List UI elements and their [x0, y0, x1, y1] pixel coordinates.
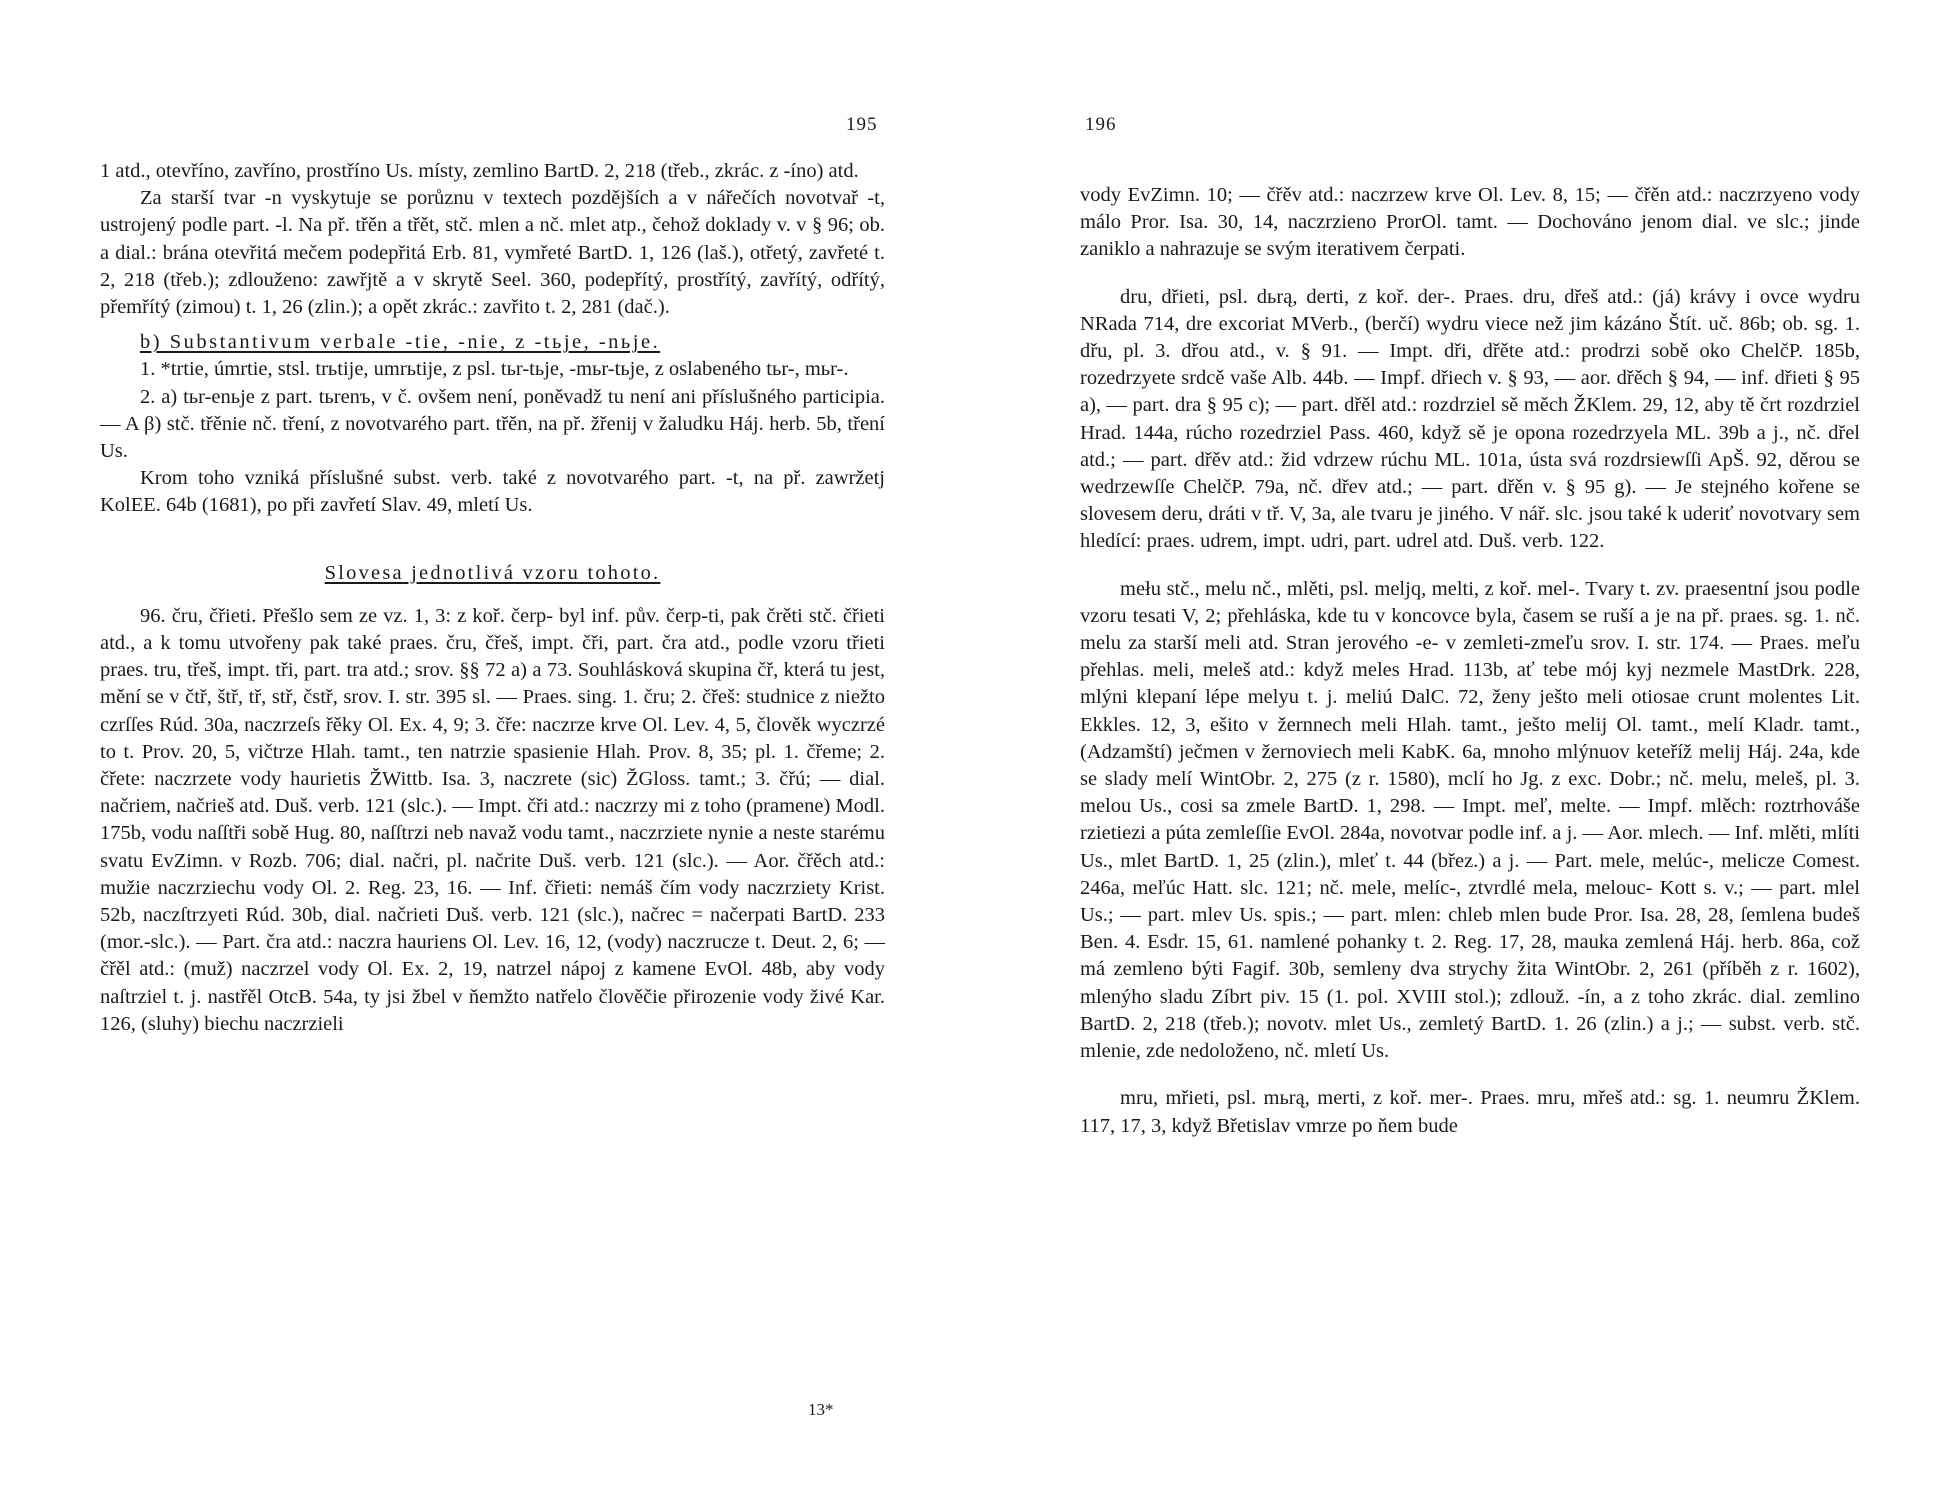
page-number: 195	[846, 114, 878, 135]
right-page-text	[1080, 182, 1860, 1140]
separator-line	[1080, 272, 1860, 274]
paragraph: vody EvZimn. 10; — čřěv atd.: naczrzew krve Ol. Lev. 8, 15; — čřěn atd.: naczrzyeno vody málo Pror. Isa. 30, 14, naczrzieno ProrOl. tamt. — Dochováno jenom dial. ve slc.; jinde zaniklo a nahrazuje se svým iterativem čerpati.	[1080, 184, 1860, 261]
signature-mark: 13*	[808, 1400, 834, 1419]
paragraph: 1 atd., otevříno, zavříno, prostříno Us. místy, zemlino BartD. 2, 218 (třeb., zkrác. z -íno) atd.	[100, 160, 859, 182]
paragraph: 2. a) tьr-enьje z part. tьrenъ, v č. ovšem není, poněvadž tu není ani příslušného participia. — A β) stč. třěnie nč. tření, z novotvarého part. třěn, na př. žřenij v žaludku Háj. herb. 5b, tření Us.	[100, 385, 885, 463]
section-heading: b) Substantivum verbale -tie, -nie, z -tьje, -nьje.	[140, 331, 661, 354]
paragraph: mełu stč., melu nč., mlěti, psl. meljq, melti, z koř. mel-. Tvary t. zv. praesentní jsou podle vzoru tesati V, 2; přehláska, kde tu v koncovce byla, časem se ruší a je na př. praes. sg. 1. nč. melu za starší meli atd. Stran jerového -e- v zemleti-zmeľu srov. I. str. 174. — Praes. meľu přehlas. meli, meleš atd.: když meles Hrad. 113b, ať tebe mój kyj nezmele MastDrk. 228, mlýni klepaní lépe melyu t. j. meliú DalC. 72, ženy ješto meli otiosae crunt molentes Lit. Ekkles. 12, 3, ešito v žernnech meli Hlah. tamt., ješto melij Ol. tamt., melí Kladr. tamt., (Adzamští) ječmen v žernoviech meli KabK. 6a, mnoho mlýnuov keteříž melij Háj. 24a, kde se slady melí WintObr. 2, 275 (z r. 1580), mclí ho Jg. z exc. Dobr.; nč. melu, meleš, pl. 3. melou Us., cosi sa zmele BartD. 1, 298. — Impt. meľ, melte. — Impf. mlěch: roztrhováše rzietiezi a púta zemleſſie EvOl. 284a, novotvar podle inf. a j. — Aor. mlech. — Inf. mlěti, mlíti Us., mlet BartD. 1, 25 (zlin.), mleť t. 44 (břez.) a j. — Part. mele, melúc-, melicze Comest. 246a, meľúc Hatt. slc. 121; nč. mele, melíc-, ztvrdlé mela, melouc- Kott s. v.; — part. mlel Us.; — part. mlev Us. spis.; — part. mlen: chleb mlen bude Pror. Isa. 28, 28, ſemlena budeš Ben. 4. Esdr. 15, 61. namlené pohanky t. 2. Reg. 17, 28, mauka zemlená Háj. herb. 86a, což má zemleno býti Fagif. 30b, semleny dva strychy žita WintObr. 2, 261 (příběh z r. 1602), mlenýho sladu Zíbrt piv. 15 (1. pol. XVIII stol.); zdlouž. -ín, a z toho zkrác. dial. zemlino BartD. 2, 218 (třeb.); novotv. mlet Us., zemletý BartD. 1. 26 (zlin.) a j.; — subst. verb. stč. mlenie, zde nedoloženo, nč. mletí Us.	[1080, 577, 1860, 1063]
left-page	[100, 0, 885, 1500]
separator-line	[1080, 1073, 1860, 1075]
paragraph: Krom toho vzniká příslušné subst. verb. také z novotvarého part. -t, na př. zawržetj KolEE. 64b (1681), po při zavřetí Slav. 49, mletí Us.	[100, 467, 885, 517]
chapter-heading: Slovesa jednotlivá vzoru tohoto.	[324, 561, 661, 584]
right-page	[1080, 0, 1860, 1500]
paragraph: mru, mřieti, psl. mьrą, merti, z koř. mer-. Praes. mru, mřeš atd.: sg. 1. neumru ŽKlem. 117, 17, 3, když Břetislav vmrze po ňem bude	[1080, 1087, 1860, 1137]
separator-line	[1080, 564, 1860, 566]
paragraph: dru, dřieti, psl. dьrą, derti, z koř. der-. Praes. dru, dřeš atd.: (já) krávy i ovce wydru NRada 714, dre excoriat MVerb., (berčí) wydru viece než jim kázáno Štít. uč. 86b; ob. sg. 1. dřu, pl. 3. dřou atd., v. § 91. — Impt. dři, dřěte atd.: prodrzi sobě oko ChelčP. 185b, rozedrzyete srdcě vaše Alb. 44b. — Impf. dřiech v. § 93, — aor. dřěch § 94, — inf. dřieti § 95 a), — part. dra § 95 c); — part. dřěl atd.: rozdrziel sě měch ŽKlem. 29, 12, aby tě črt rozdrziel Hrad. 144a, rúcho rozedrziel Pass. 460, když sě je opona rozedrzyela ML. 39b a j., nč. dřel atd.; — part. dřěv atd.: žid vdrzew rúchu ML. 101a, ústa svá rozdrsiewſſi ApŠ. 92, děrou se wedrzewſſe ChelčP. 79a, nč. dřev atd.; — part. dřěn v. § 95 g). — Je stejného kořene se slovesem deru, dráti v tř. V, 3a, ale tvaru je jiného. V nář. slc. jsou také k uderiť novotvary sem hledící: praes. udrem, impt. udri, part. udrel atd. Duš. verb. 122.	[1080, 285, 1860, 553]
left-page-text	[100, 158, 885, 1038]
page-number: 196	[1085, 114, 1117, 135]
paragraph: 1. *trtie, úmrtie, stsl. trьtije, umrьtije, z psl. tьr-tьje, -mьr-tьje, z oslabeného tьr-, mьr-.	[140, 358, 849, 381]
paragraph: Za starší tvar -n vyskytuje se porůznu v textech pozdějších a v nářečích novotvař -t, ustrojený podle part. -l. Na př. třěn a třět, stč. mlen a nč. mlet atp., čehož doklady v. v § 96; ob. a dial.: brána otevřitá mečem podepřitá Erb. 81, vymřeté BartD. 1, 126 (laš.), otřetý, zavřeté t. 2, 218 (třeb.); zdlouženo: zawřjtě a v skrytě Seel. 360, podepřítý, prostřítý, zavřítý, odřítý, přemřítý (zimou) t. 1, 26 (zlin.); a opět zkrác.: zavřito t. 2, 281 (dač.).	[100, 187, 885, 319]
paragraph: 96. čru, čřieti. Přešlo sem ze vz. 1, 3: z koř. čerp- byl inf. pův. čerp-ti, pak črěti stč. čřieti atd., a k tomu utvořeny pak také praes. čru, čřeš, impt. čři, part. čra atd., podle vzoru třieti praes. tru, třeš, impt. tři, part. tra atd.; srov. §§ 72 a) a 73. Souhlásková skupina čř, která tu jest, mění se v čtř, štř, tř, stř, čstř, srov. I. str. 395 sl. — Praes. sing. 1. čru; 2. čřeš: studnice z niežto czrſſes Rúd. 30a, naczrzeſs řěky Ol. Ex. 4, 9; 3. čře: naczrze krve Ol. Lev. 4, 5, člověk wyczrzé to t. Prov. 20, 5, vičtrze Hlah. tamt., ten natrzie spasienie Hlah. Prov. 8, 35; pl. 1. čřeme; 2. čřete: naczrzete vody haurietis ŽWittb. Isa. 3, naczrete (sic) ŽGloss. tamt.; 3. čřú; — dial. načriem, načrieš atd. Duš. verb. 121 (slc.). — Impt. čři atd.: naczrzy mi z toho (pramene) Modl. 175b, vodu naſſtři sobě Hug. 80, naſſtrzi neb navaž vodu tamt., naczrziete nynie a neste starému svatu EvZimn. v Rozb. 706; dial. načri, pl. načrite Duš. verb. 121 (slc.). — Aor. čřěch atd.: mužie naczrziechu vody Ol. 2. Reg. 23, 16. — Inf. čřieti: nemáš čím vody naczrziety Krist. 52b, naczſtrzyeti Rúd. 30b, dial. načrieti Duš. verb. 121 (slc.), načrec = načerpati BartD. 233 (mor.-slc.). — Part. čra atd.: naczra hauriens Ol. Lev. 16, 12, (vody) naczrucze t. Deut. 2, 6; — čřěl atd.: (muž) naczrzel vody Ol. Ex. 2, 19, natrzel nápoj z kamene EvOl. 48b, aby vody naſtrziel t. j. nastřěl OtcB. 54a, ty jsi žbel v ňemžto natřelo člověčie přirozenie vody živé Kar. 126, (sluhy) biechu naczrzieli	[100, 604, 885, 1035]
